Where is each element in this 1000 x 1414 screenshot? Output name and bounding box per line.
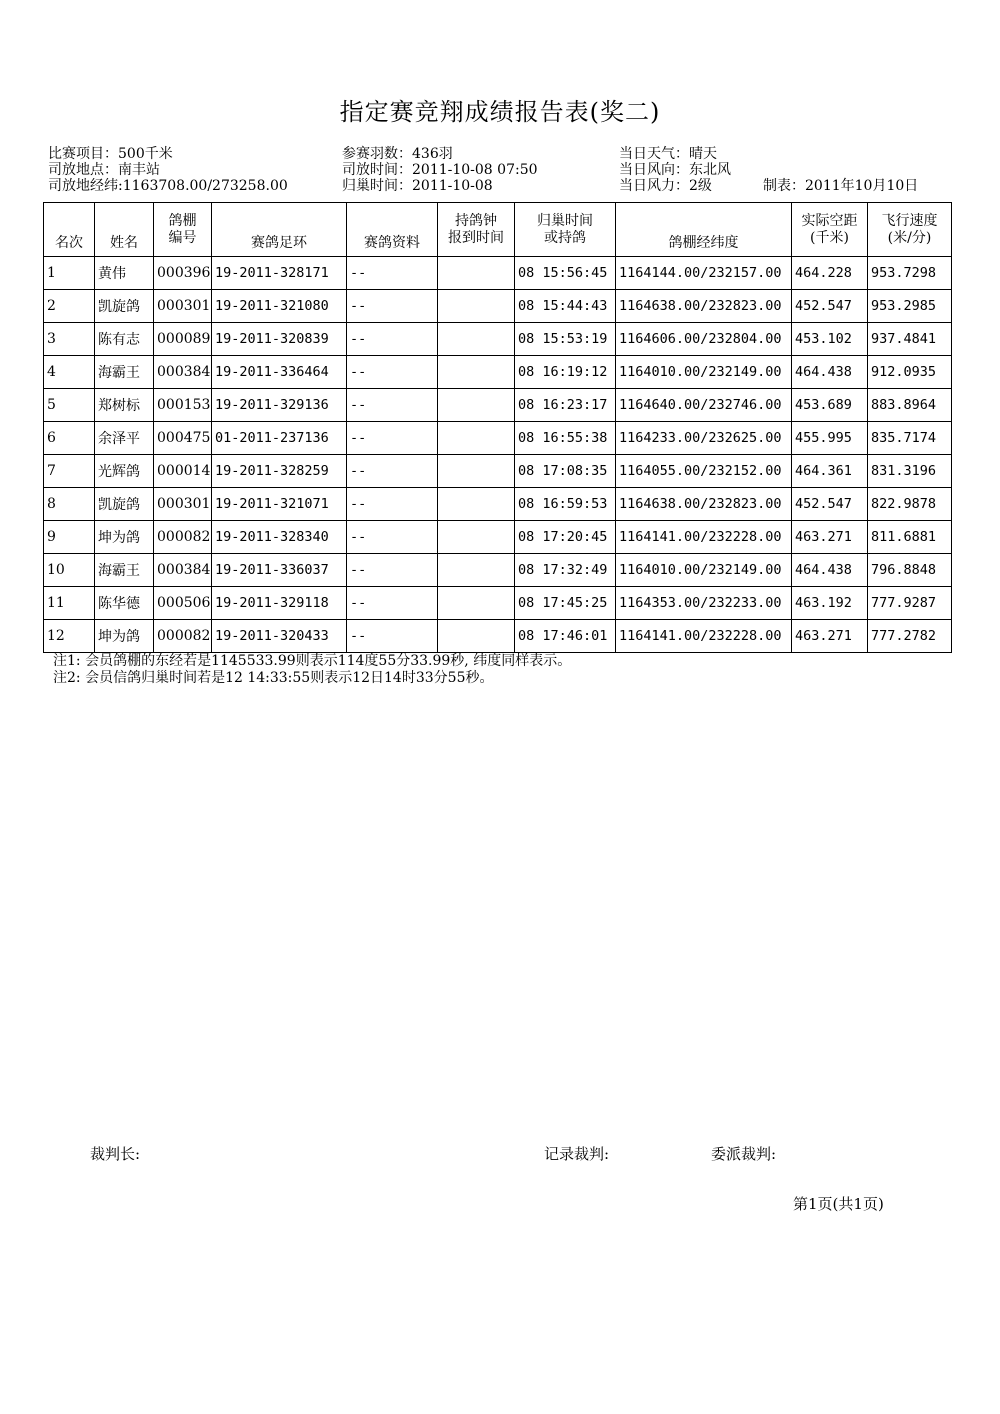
cell-speed: 831.3196 <box>868 455 952 488</box>
cell-distance: 453.102 <box>792 323 868 356</box>
cell-speed: 777.2782 <box>868 620 952 653</box>
cell-info: -- <box>347 323 438 356</box>
table-row <box>44 521 952 554</box>
cell-speed: 883.8964 <box>868 389 952 422</box>
cell-clock <box>438 290 515 323</box>
cell-coords: 1164233.00/232625.00 <box>616 422 792 455</box>
cell-ring: 19-2011-336037 <box>212 554 347 587</box>
results-table <box>43 202 952 653</box>
table-row <box>44 323 952 356</box>
cell-distance: 464.438 <box>792 356 868 389</box>
weather: 当日天气：晴天 <box>619 146 717 162</box>
prepared-date: 制表：2011年10月10日 <box>763 178 919 194</box>
cell-coords: 1164010.00/232149.00 <box>616 554 792 587</box>
cell-arrival: 08 17:20:45 <box>515 521 616 554</box>
header-rank: 名次 <box>44 203 95 257</box>
table-header-row <box>44 203 952 257</box>
cell-rank: 7 <box>44 455 95 488</box>
cell-rank: 6 <box>44 422 95 455</box>
cell-distance: 463.271 <box>792 620 868 653</box>
cell-loft: 000082 <box>154 620 212 653</box>
cell-ring: 19-2011-328171 <box>212 257 347 290</box>
cell-coords: 1164144.00/232157.00 <box>616 257 792 290</box>
cell-clock <box>438 455 515 488</box>
cell-ring: 19-2011-329118 <box>212 587 347 620</box>
cell-info: -- <box>347 620 438 653</box>
cell-arrival: 08 15:53:19 <box>515 323 616 356</box>
cell-coords: 1164606.00/232804.00 <box>616 323 792 356</box>
wind-direction: 当日风向：东北风 <box>619 162 731 178</box>
header-distance <box>792 203 868 257</box>
footnote-1: 注1: 会员鸽棚的东经若是1145533.99则表示114度55分33.99秒, 纬度同样表示。 <box>53 653 572 669</box>
cell-rank: 11 <box>44 587 95 620</box>
header-clock-time-line2: 报到时间 <box>448 229 504 246</box>
cell-clock <box>438 587 515 620</box>
cell-arrival: 08 16:19:12 <box>515 356 616 389</box>
table-row <box>44 389 952 422</box>
cell-loft: 000384 <box>154 554 212 587</box>
race-item: 比赛项目：500千米 <box>48 146 173 162</box>
release-coordinates: 司放地经纬:1163708.00/273258.00 <box>48 178 288 194</box>
cell-name: 坤为鸽 <box>95 521 154 554</box>
header-speed-line1: 飞行速度 <box>881 212 938 229</box>
cell-distance: 453.689 <box>792 389 868 422</box>
table-row <box>44 422 952 455</box>
cell-speed: 912.0935 <box>868 356 952 389</box>
header-name: 姓名 <box>95 203 154 257</box>
cell-name: 光辉鸽 <box>95 455 154 488</box>
cell-distance: 452.547 <box>792 488 868 521</box>
cell-arrival: 08 15:56:45 <box>515 257 616 290</box>
cell-loft: 000384 <box>154 356 212 389</box>
cell-coords: 1164638.00/232823.00 <box>616 290 792 323</box>
header-loft-number-line1: 鸽棚 <box>168 212 197 229</box>
cell-name: 凯旋鸽 <box>95 488 154 521</box>
cell-speed: 835.7174 <box>868 422 952 455</box>
header-ring: 赛鸽足环 <box>212 203 347 257</box>
cell-coords: 1164055.00/232152.00 <box>616 455 792 488</box>
table-row <box>44 554 952 587</box>
header-speed <box>868 203 952 257</box>
cell-clock <box>438 356 515 389</box>
table-row <box>44 587 952 620</box>
cell-loft: 000506 <box>154 587 212 620</box>
cell-clock <box>438 257 515 290</box>
cell-rank: 5 <box>44 389 95 422</box>
cell-ring: 19-2011-336464 <box>212 356 347 389</box>
header-distance-line2: (千米) <box>810 229 849 246</box>
cell-coords: 1164353.00/232233.00 <box>616 587 792 620</box>
table-row <box>44 257 952 290</box>
cell-distance: 452.547 <box>792 290 868 323</box>
cell-arrival: 08 17:32:49 <box>515 554 616 587</box>
cell-loft: 000396 <box>154 257 212 290</box>
cell-distance: 463.271 <box>792 521 868 554</box>
cell-arrival: 08 17:46:01 <box>515 620 616 653</box>
cell-info: -- <box>347 422 438 455</box>
cell-arrival: 08 17:45:25 <box>515 587 616 620</box>
cell-clock <box>438 620 515 653</box>
cell-info: -- <box>347 356 438 389</box>
chief-referee-label: 裁判长: <box>90 1145 141 1163</box>
header-arrival-time <box>515 203 616 257</box>
cell-rank: 12 <box>44 620 95 653</box>
table-row <box>44 356 952 389</box>
cell-rank: 9 <box>44 521 95 554</box>
cell-name: 陈有志 <box>95 323 154 356</box>
header-loft-number-line2: 编号 <box>168 229 197 246</box>
cell-arrival: 08 16:23:17 <box>515 389 616 422</box>
cell-arrival: 08 16:59:53 <box>515 488 616 521</box>
cell-clock <box>438 389 515 422</box>
cell-distance: 464.438 <box>792 554 868 587</box>
delegated-referee-label: 委派裁判: <box>711 1145 777 1163</box>
cell-arrival: 08 15:44:43 <box>515 290 616 323</box>
cell-ring: 19-2011-320839 <box>212 323 347 356</box>
cell-name: 郑树标 <box>95 389 154 422</box>
footnote-2: 注2: 会员信鸽归巢时间若是12 14:33:55则表示12日14时33分55秒。 <box>53 670 494 686</box>
cell-rank: 4 <box>44 356 95 389</box>
cell-info: -- <box>347 488 438 521</box>
header-clock-time <box>438 203 515 257</box>
header-arrival-time-line2: 或持鸽 <box>544 229 586 246</box>
cell-name: 凯旋鸽 <box>95 290 154 323</box>
cell-speed: 953.7298 <box>868 257 952 290</box>
footnotes <box>53 653 571 687</box>
cell-info: -- <box>347 455 438 488</box>
cell-distance: 464.228 <box>792 257 868 290</box>
cell-loft: 000301 <box>154 488 212 521</box>
cell-ring: 19-2011-320433 <box>212 620 347 653</box>
cell-info: -- <box>347 554 438 587</box>
recording-referee-label: 记录裁判: <box>544 1145 610 1163</box>
cell-info: -- <box>347 389 438 422</box>
header-loft-number <box>154 203 212 257</box>
cell-rank: 2 <box>44 290 95 323</box>
cell-loft: 000082 <box>154 521 212 554</box>
cell-clock <box>438 488 515 521</box>
release-location: 司放地点：南丰站 <box>48 162 160 178</box>
cell-distance: 463.192 <box>792 587 868 620</box>
table-row <box>44 455 952 488</box>
cell-name: 黄伟 <box>95 257 154 290</box>
cell-ring: 01-2011-237136 <box>212 422 347 455</box>
cell-coords: 1164141.00/232228.00 <box>616 620 792 653</box>
cell-rank: 1 <box>44 257 95 290</box>
cell-name: 余泽平 <box>95 422 154 455</box>
info-column-3 <box>619 146 731 194</box>
cell-coords: 1164141.00/232228.00 <box>616 521 792 554</box>
cell-coords: 1164638.00/232823.00 <box>616 488 792 521</box>
wind-force: 当日风力：2级 <box>619 178 712 194</box>
release-time: 司放时间：2011-10-08 07:50 <box>342 162 538 178</box>
header-clock-time-line1: 持鸽钟 <box>455 212 497 229</box>
cell-arrival: 08 17:08:35 <box>515 455 616 488</box>
cell-speed: 796.8848 <box>868 554 952 587</box>
cell-arrival: 08 16:55:38 <box>515 422 616 455</box>
cell-speed: 937.4841 <box>868 323 952 356</box>
cell-clock <box>438 323 515 356</box>
cell-name: 海霸王 <box>95 554 154 587</box>
cell-info: -- <box>347 257 438 290</box>
cell-ring: 19-2011-329136 <box>212 389 347 422</box>
cell-ring: 19-2011-328340 <box>212 521 347 554</box>
header-loft-coordinates: 鸽棚经纬度 <box>616 203 792 257</box>
cell-speed: 811.6881 <box>868 521 952 554</box>
report-title: 指定赛竞翔成绩报告表(奖二) <box>339 98 661 126</box>
return-date: 归巢时间：2011-10-08 <box>342 178 493 194</box>
cell-loft: 000153 <box>154 389 212 422</box>
cell-coords: 1164010.00/232149.00 <box>616 356 792 389</box>
cell-info: -- <box>347 521 438 554</box>
table-row <box>44 488 952 521</box>
cell-ring: 19-2011-321071 <box>212 488 347 521</box>
cell-rank: 8 <box>44 488 95 521</box>
cell-loft: 000475 <box>154 422 212 455</box>
cell-clock <box>438 521 515 554</box>
cell-loft: 000014 <box>154 455 212 488</box>
table-row <box>44 620 952 653</box>
cell-distance: 464.361 <box>792 455 868 488</box>
cell-speed: 777.9287 <box>868 587 952 620</box>
cell-ring: 19-2011-321080 <box>212 290 347 323</box>
cell-clock <box>438 554 515 587</box>
entry-count: 参赛羽数：436羽 <box>342 146 453 162</box>
cell-name: 陈华德 <box>95 587 154 620</box>
cell-name: 海霸王 <box>95 356 154 389</box>
cell-info: -- <box>347 587 438 620</box>
cell-loft: 000089 <box>154 323 212 356</box>
cell-speed: 822.9878 <box>868 488 952 521</box>
cell-speed: 953.2985 <box>868 290 952 323</box>
cell-ring: 19-2011-328259 <box>212 455 347 488</box>
table-row <box>44 290 952 323</box>
page-number: 第1页(共1页) <box>793 1195 884 1213</box>
cell-rank: 10 <box>44 554 95 587</box>
header-speed-line2: (米/分) <box>887 229 932 246</box>
cell-rank: 3 <box>44 323 95 356</box>
cell-clock <box>438 422 515 455</box>
header-pigeon-info: 赛鸽资料 <box>347 203 438 257</box>
cell-name: 坤为鸽 <box>95 620 154 653</box>
cell-coords: 1164640.00/232746.00 <box>616 389 792 422</box>
header-distance-line1: 实际空距 <box>801 212 858 229</box>
cell-distance: 455.995 <box>792 422 868 455</box>
header-arrival-time-line1: 归巢时间 <box>537 212 593 229</box>
cell-loft: 000301 <box>154 290 212 323</box>
info-column-2 <box>342 146 538 194</box>
info-column-1 <box>48 146 288 194</box>
cell-info: -- <box>347 290 438 323</box>
